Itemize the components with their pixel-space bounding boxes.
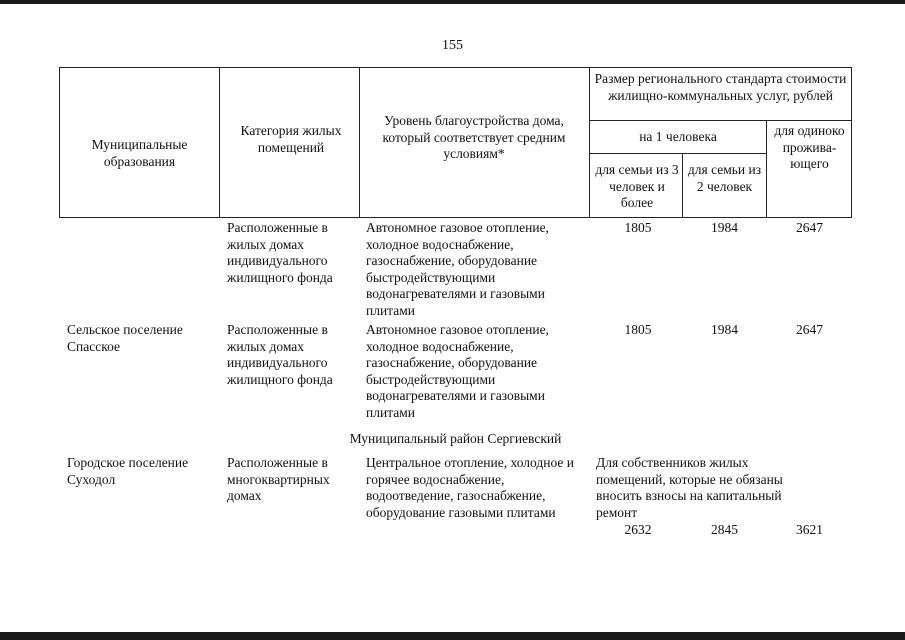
page-number: 155 — [442, 38, 463, 53]
row3-family3: 2632 — [624, 522, 652, 537]
header-municipality: Муниципальные образования — [91, 137, 188, 169]
header-divider-1 — [219, 67, 220, 218]
row1-level: Автономное газовое отопление, холодное водоснабжение, газоснабжение, оборудование быстродействующими водонагревателями и газовыми плитами — [366, 220, 549, 318]
header-per-person-line — [589, 153, 766, 154]
row3-category: Расположенные в многоквартирных домах — [227, 455, 330, 503]
header-category: Категория жилых помещений — [240, 123, 342, 155]
header-family3: для семьи из 3 человек и более — [595, 162, 679, 210]
header-per-person: на 1 человека — [639, 129, 717, 144]
row3-family2: 2845 — [711, 522, 738, 537]
header-right-border — [851, 67, 852, 218]
row2-family3: 1805 — [624, 322, 652, 337]
header-divider-2 — [359, 67, 360, 218]
row3-single: 3621 — [796, 522, 823, 537]
district-heading: Муниципальный район Сергиевский — [349, 431, 562, 446]
header-level: Уровень благоустройства дома, который соответствует средним условиям* — [382, 113, 566, 161]
row2-family2: 1984 — [711, 322, 738, 337]
row1-family2: 1984 — [711, 220, 738, 235]
header-standard: Размер регионального стандарта стоимости жилищно-коммунальных услуг, рублей — [594, 71, 847, 103]
row1-category: Расположенные в жилых домах индивидуального жилищного фонда — [227, 220, 333, 285]
row3-municipality: Городское поселение Суходол — [67, 455, 189, 487]
table-top-border — [59, 67, 852, 68]
row3-note: Для собственников жилых помещений, которые не обязаны вносить взносы на капитальный ремонт — [596, 455, 783, 520]
header-divider-4 — [766, 120, 767, 218]
row2-level: Автономное газовое отопление, холодное водоснабжение, газоснабжение, оборудование быстродействующими водонагревателями и газовыми плитами — [366, 322, 549, 420]
row2-single: 2647 — [796, 322, 823, 337]
row1-family3: 1805 — [624, 220, 652, 235]
header-subgroup-line — [589, 120, 852, 121]
header-bottom-border — [59, 217, 852, 218]
header-family2: для семьи из 2 человек — [687, 162, 762, 194]
bottom-scan-border — [0, 632, 905, 640]
row2-municipality: Сельское поселение Спасское — [67, 322, 183, 354]
row2-category: Расположенные в жилых домах индивидуального жилищного фонда — [227, 322, 333, 387]
header-single: для одиноко прожива-ющего — [774, 123, 845, 171]
row3-level: Центральное отопление, холодное и горячее водоснабжение, водоотведение, газоснабжение, оборудование газовыми плитами — [366, 455, 574, 520]
top-scan-border — [0, 0, 905, 4]
row1-single: 2647 — [796, 220, 823, 235]
